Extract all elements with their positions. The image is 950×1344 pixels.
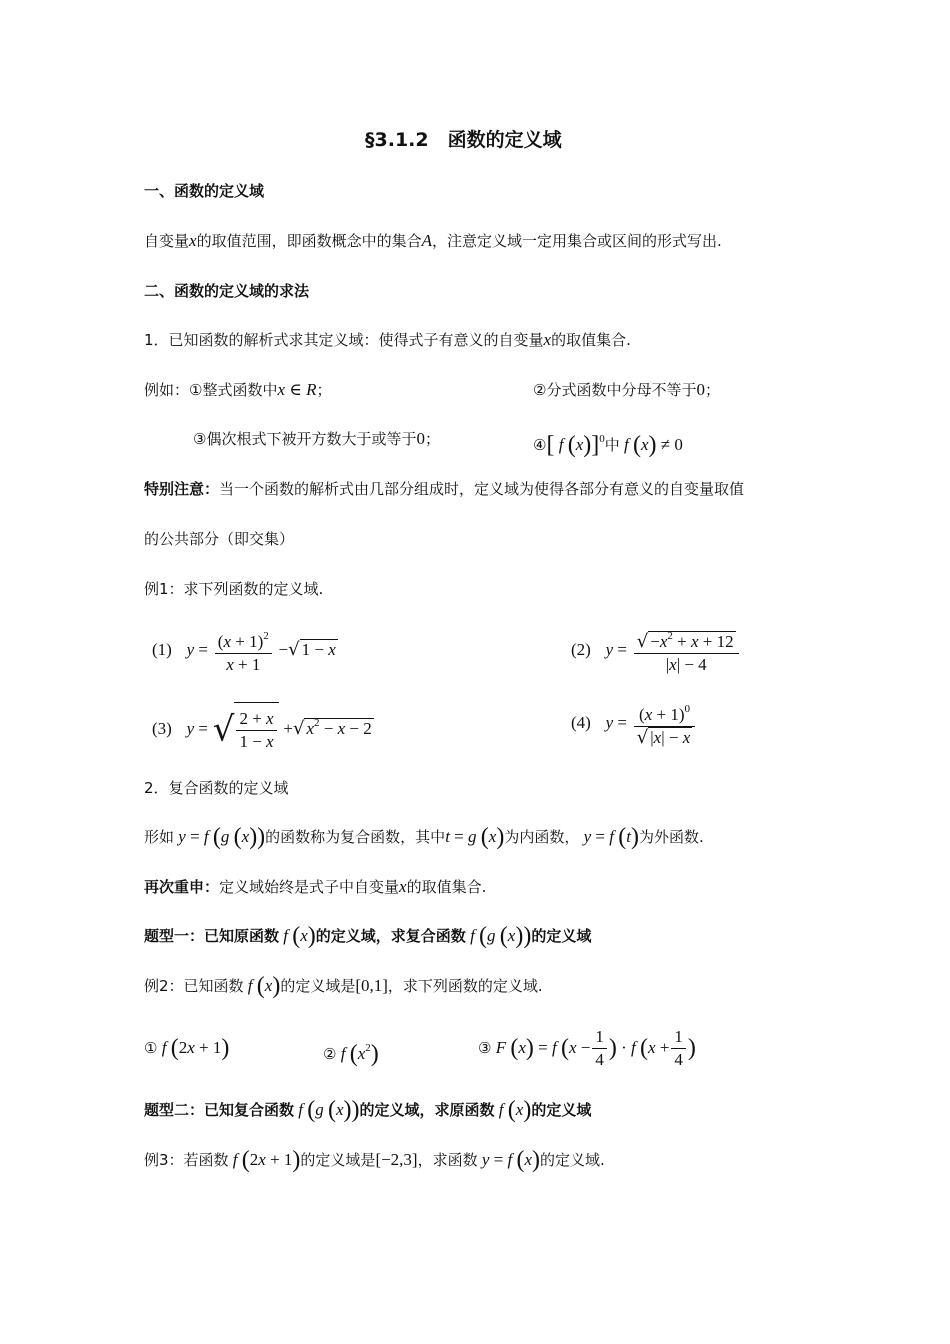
example1-label: 例1：求下列函数的定义域. — [144, 580, 324, 598]
example3-line: 例3：若函数 f (2x + 1)的定义域是[−2,3]，求函数 y = f (x)的定义域. — [144, 1147, 605, 1173]
condition-2: ②分式函数中分母不等于0； — [533, 380, 720, 399]
method1-line: 1．已知函数的解析式求其定义域：使得式子有意义的自变量x的取值集合. — [144, 330, 631, 349]
composite-definition: 形如 y = f (g (x))的函数称为复合函数，其中t = g (x)为内函数， y = f (t)为外函数. — [144, 824, 704, 850]
restate-line: 再次重申：定义域始终是式子中自变量x的取值集合. — [144, 877, 487, 896]
section2-heading: 二、函数的定义域的求法 — [144, 282, 310, 300]
composite-heading: 2．复合函数的定义域 — [144, 779, 289, 797]
formula-4: (4) y = $\frac{(x + 1)^0}{√ |x| - x}$ — [571, 696, 697, 750]
type2-heading: 题型二：已知复合函数 f (g (x))的定义域，求原函数 f (x)的定义域 — [144, 1097, 592, 1123]
example2-option-3: ③ F (x) = f (x − $\frac{1}{4}$ ) · f (x + $\frac{1}{4}$ ) — [478, 1027, 696, 1069]
example2-option-2: ② f $(x^2)$ — [323, 1041, 379, 1067]
formula-2: (2) y = $\frac{√ -x^2 + x + 12}{|x| - 4}$ — [571, 625, 741, 676]
condition-3: ③偶次根式下被开方数大于或等于0； — [193, 429, 440, 448]
condition-1: 例如：①整式函数中x ∈ R； — [144, 380, 332, 399]
section1-heading: 一、函数的定义域 — [144, 182, 265, 200]
note-line2: 的公共部分（即交集） — [144, 530, 295, 548]
formula-1: (1) y = $\frac{(x + 1)^2}{x + 1}$ −√ 1 − x — [152, 625, 338, 676]
note-line1: 特别注意：当一个函数的解析式由几部分组成时，定义域为使得各部分有意义的自变量取值 — [144, 480, 745, 498]
example2-line: 例2：已知函数 f (x)的定义域是[0,1]，求下列函数的定义域. — [144, 973, 543, 999]
example2-option-1: ① f (2x + 1) — [144, 1035, 230, 1061]
section1-text: 自变量x的取值范围，即函数概念中的集合A，注意定义域一定用集合或区间的形式写出. — [144, 231, 722, 250]
condition-4: ④[ f (x)]$^0$中 f (x) ≠ 0 — [533, 432, 683, 458]
formula-3: (3) y = √ $\frac{2 + x}{1 - x}$ +√ $x^2 - x - 2$ — [152, 696, 374, 757]
page-title: §3.1.2 函数的定义域 — [365, 129, 562, 151]
type1-heading: 题型一：已知原函数 f (x)的定义域，求复合函数 f (g (x))的定义域 — [144, 923, 592, 949]
